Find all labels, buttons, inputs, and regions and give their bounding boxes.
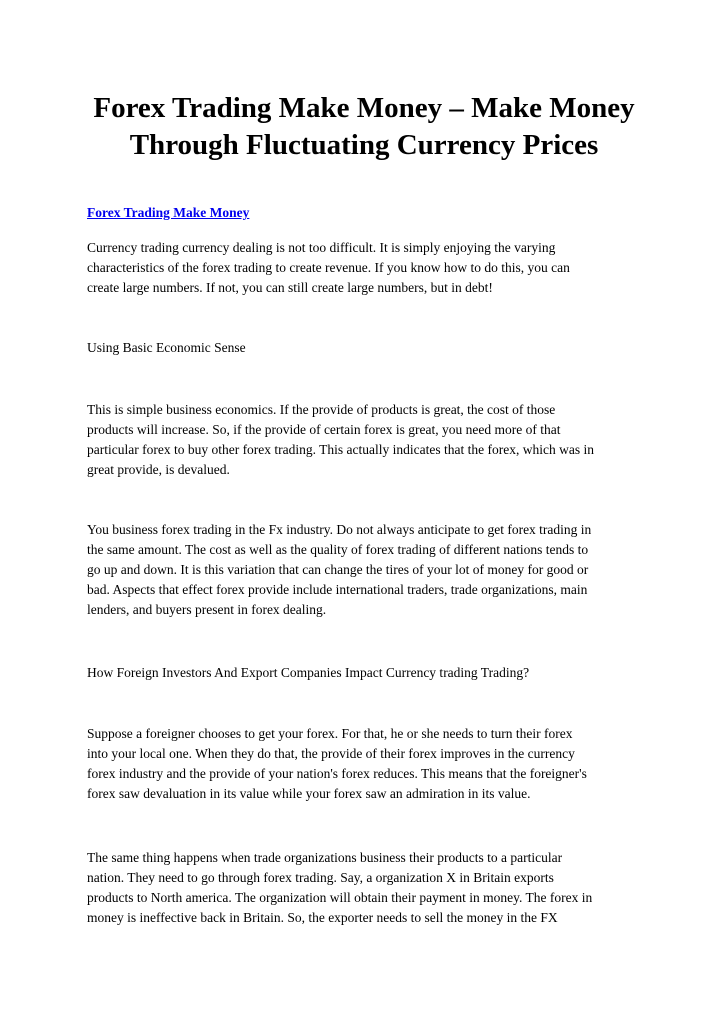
text-line: nation. They need to go through forex trading. Say, a organization X in Britain exports — [87, 870, 554, 885]
text-line: characteristics of the forex trading to create revenue. If you know how to do this, you can — [87, 260, 570, 275]
text-line: into your local one. When they do that, the provide of their forex improves in the currency — [87, 746, 575, 761]
text-line: Using Basic Economic Sense — [87, 340, 246, 355]
text-line: the same amount. The cost as well as the quality of forex trading of different nations tends to — [87, 542, 589, 557]
forex-trading-link[interactable]: Forex Trading Make Money — [87, 205, 250, 220]
page-title — [60, 90, 668, 164]
text-line: bad. Aspects that effect forex provide include international traders, trade organizations, main — [87, 582, 588, 597]
text-line: products to North america. The organization will obtain their payment in money. The forex in — [87, 890, 593, 905]
paragraph-intro — [87, 238, 655, 298]
paragraph-fx-industry — [87, 520, 655, 620]
text-line: great provide, is devalued. — [87, 462, 230, 477]
text-line: products will increase. So, if the provide of certain forex is great, you need more of that — [87, 422, 561, 437]
text-line: How Foreign Investors And Export Companies Impact Currency trading Trading? — [87, 665, 530, 680]
text-line: go up and down. It is this variation that can change the tires of your lot of money for good or — [87, 562, 589, 577]
text-line: You business forex trading in the Fx industry. Do not always anticipate to get forex trading in — [87, 522, 592, 537]
paragraph-foreigner — [87, 724, 655, 804]
text-line: Suppose a foreigner chooses to get your forex. For that, he or she needs to turn their forex — [87, 726, 573, 741]
paragraph-trade-organizations — [87, 848, 655, 928]
text-line: Currency trading currency dealing is not too difficult. It is simply enjoying the varying — [87, 240, 556, 255]
paragraph-economics — [87, 400, 655, 480]
text-line: create large numbers. If not, you can still create large numbers, but in debt! — [87, 280, 493, 295]
text-line: money is ineffective back in Britain. So, the exporter needs to sell the money in the FX — [87, 910, 558, 925]
text-line: The same thing happens when trade organizations business their products to a particular — [87, 850, 563, 865]
title-line: Forex Trading Make Money – Make Money — [93, 92, 635, 124]
text-line: forex saw devaluation in its value while your forex saw an admiration in its value. — [87, 786, 531, 801]
text-line: forex industry and the provide of your nation's forex reduces. This means that the foreigner's — [87, 766, 587, 781]
section-heading-economic-sense — [87, 338, 655, 358]
text-line: lenders, and buyers present in forex dealing. — [87, 602, 327, 617]
text-line: This is simple business economics. If the provide of products is great, the cost of those — [87, 402, 556, 417]
section-heading-foreign-investors — [87, 663, 655, 683]
title-line: Through Fluctuating Currency Prices — [129, 129, 599, 161]
text-line: particular forex to buy other forex trading. This actually indicates that the forex, which was in — [87, 442, 594, 457]
